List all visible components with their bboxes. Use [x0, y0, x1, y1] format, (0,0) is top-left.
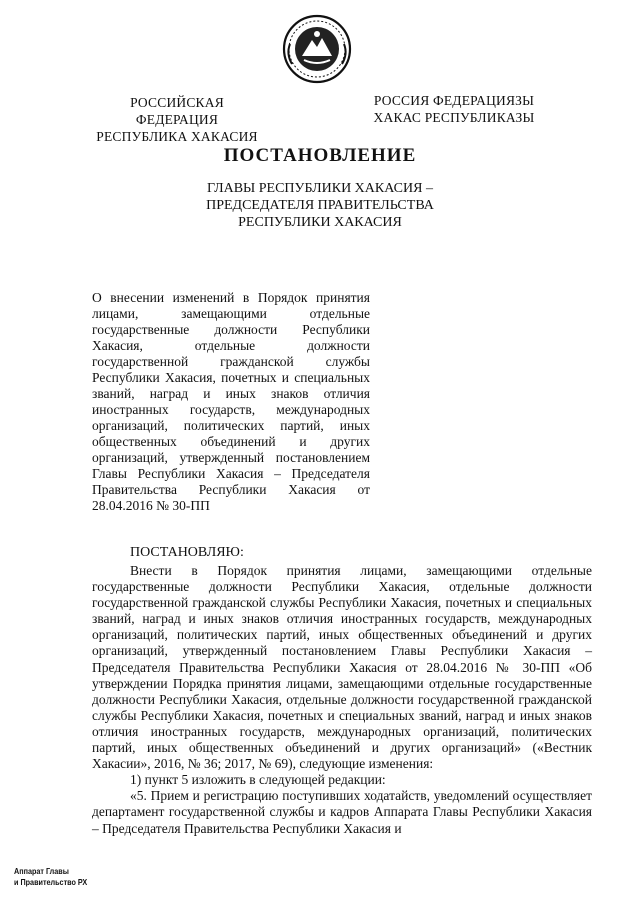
document-body	[92, 563, 592, 837]
header-left-line2: РЕСПУБЛИКА ХАКАСИЯ	[96, 129, 258, 144]
document-subtitle	[0, 180, 640, 231]
document-title: ПОСТАНОВЛЕНИЕ	[223, 145, 417, 166]
office-stamp	[14, 866, 87, 888]
about-block: О внесении изменений в Порядок принятия лицами, замещающими отдельные государственные должности Республики Хакасия, отдельные должности государственной гражданской службы Республики Хакасия, почетных и специальных званий, наград и иных знаков отличия иностранных государств, международных организаций, политических партий, иных общественных объединений и других организаций, утвержденный постановлением Главы Республики Хакасия – Председателя Правительства Республики Хакасия от 28.04.2016 № 30-ПП	[92, 290, 370, 513]
body-paragraph-3: «5. Прием и регистрацию поступивших ходатайств, уведомлений осуществляет департамент государственной службы и кадров Аппарата Главы Республики Хакасия – Председателя Правительства Республики Хакасия и	[92, 788, 592, 836]
subtitle-line1: ГЛАВЫ РЕСПУБЛИКИ ХАКАСИЯ –	[207, 181, 433, 196]
header-right-line2: ХАКАС РЕСПУБЛИКАЗЫ	[373, 110, 535, 125]
header-right-line1: РОССИЯ ФЕДЕРАЦИЯЗЫ	[373, 93, 535, 108]
header-right	[366, 92, 542, 126]
subtitle-line3: РЕСПУБЛИКИ ХАКАСИЯ	[238, 215, 402, 230]
subtitle-line2: ПРЕДСЕДАТЕЛЯ ПРАВИТЕЛЬСТВА	[206, 198, 434, 213]
decree-word: ПОСТАНОВЛЯЮ:	[130, 545, 244, 560]
header-left-line1: РОССИЙСКАЯ ФЕДЕРАЦИЯ	[130, 95, 224, 127]
header-left	[92, 94, 262, 145]
stamp-line2: и Правительство РХ	[14, 877, 88, 887]
body-paragraph-2: 1) пункт 5 изложить в следующей редакции:	[130, 772, 386, 788]
body-paragraph-1: Внести в Порядок принятия лицами, замещающими отдельные государственные должности Республики Хакасия, отдельные должности государственной гражданской службы Республики Хакасия, почетных и специальных званий, наград и иных знаков отличия иностранных государств, международных организаций, политических партий, иных общественных объединений и других организаций, утвержденный постановлением Главы Республики Хакасия – Председателя Правительства Республики Хакасия от 28.04.2016 № 30-ПП «Об утверждении Порядка принятия лицами, замещающими отдельные государственные должности Республики Хакасия, отдельные должности государственной гражданской службы Республики Хакасия, почетных и специальных званий, наград и иных знаков отличия иностранных государств, международных организаций, политических партий, иных общественных объединений и других организаций» («Вестник Хакасии», 2016, № 36; 2017, № 69), следующие изменения:	[92, 563, 592, 772]
stamp-line1: Аппарат Главы	[14, 866, 69, 876]
coat-of-arms-emblem	[282, 14, 352, 84]
